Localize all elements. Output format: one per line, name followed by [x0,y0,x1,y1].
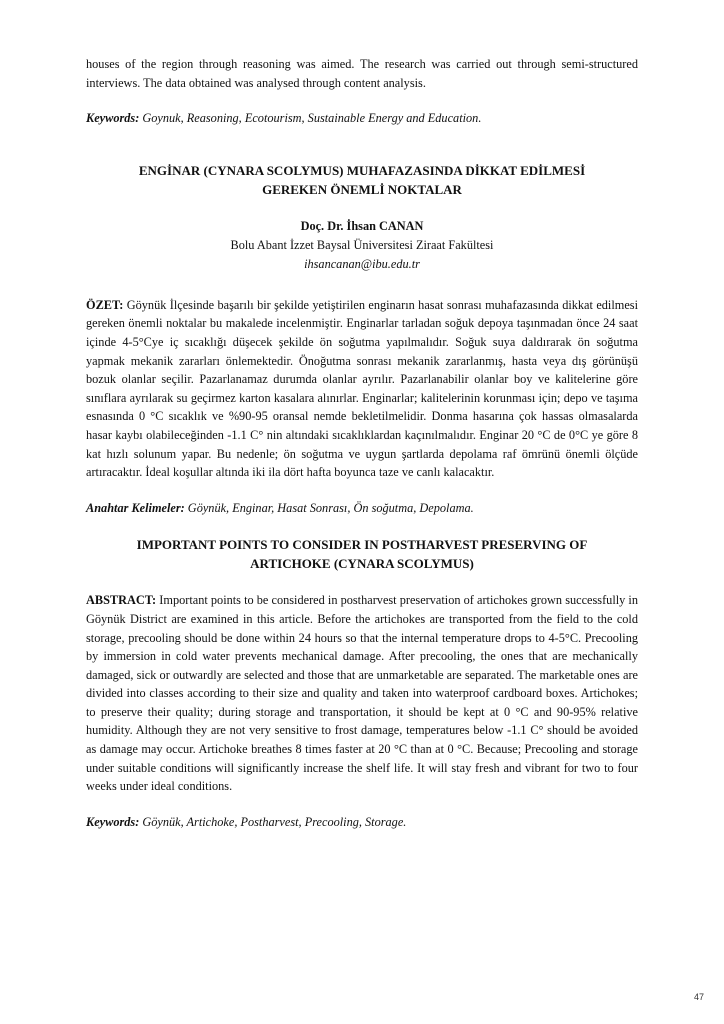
english-title-line-2: ARTICHOKE (CYNARA SCOLYMUS) [250,556,474,572]
intro-paragraph: houses of the region through reasoning was aimed. The research was carried out through semi-structured interviews. The data obtained was analysed through content analysis. [86,57,638,90]
turkish-title [86,161,638,199]
intro-keywords-text: Goynuk, Reasoning, Ecotourism, Sustainable Energy and Education. [139,111,482,126]
turkish-title-line-1: ENGİNAR (CYNARA SCOLYMUS) MUHAFAZASINDA DİKKAT EDİLMESİ [138,162,586,178]
paper-page [86,55,638,831]
turkish-title-line-2: GEREKEN ÖNEMLİ NOKTALAR [262,181,462,197]
turkish-keywords-label: Anahtar Kelimeler: [86,500,185,515]
author-affiliation: Bolu Abant İzzet Baysal Üniversitesi Ziraat Fakültesi [230,237,494,252]
turkish-abstract-label: ÖZET: [86,297,124,312]
turkish-abstract [86,296,638,482]
english-abstract-text: Important points to be considered in postharvest preservation of artichokes grown successfully in Göynük District are examined in this article. Before the artichokes are transported from the field to the cold storage, precooling should be done within 24 hours so that the internal temperature drops to 4-5°C. Precooling by immersion in cold water prevents mechanical damage. After precooling, the ones that are mechanically damaged, sick or outwardly are selected and those that are unmarketable are separated. The marketable ones are divided into classes according to their size and quality and taken into waterproof cardboard boxes. Artichokes; to preserve their quality; during storage and transportation, it should be kept at 0 °C and 90-95% relative humidity. Although they are not very sensitive to frost damage, temperatures below -1.1 C° should be avoided as damage may occur. Artichoke breathes 8 times faster at 20 °C than at 0 °C. Because; Precooling and storage under suitable conditions will significantly increase the shelf life. It will stay fresh and vibrant for two to four weeks under ideal conditions. [86,593,638,794]
english-title-line-1: IMPORTANT POINTS TO CONSIDER IN POSTHARVEST PRESERVING OF [136,537,588,553]
english-title [86,535,638,573]
english-keywords [86,813,638,832]
author-block [86,217,638,274]
english-keywords-text: Göynük, Artichoke, Postharvest, Precooling, Storage. [139,814,407,829]
turkish-keywords-text: Göynük, Enginar, Hasat Sonrası, Ön soğutma, Depolama. [184,500,474,515]
author-name: Doç. Dr. İhsan CANAN [300,218,424,233]
intro-keywords-label: Keywords: [86,111,140,126]
turkish-keywords [86,499,638,518]
page-number: 47 [693,992,704,1002]
author-email: ihsancanan@ibu.edu.tr [304,256,420,271]
english-abstract-label: ABSTRACT: [86,593,157,608]
intro-keywords [86,109,638,128]
english-abstract [86,591,638,796]
turkish-abstract-text: Göynük İlçesinde başarılı bir şekilde yetiştirilen enginarın hasat sonrası muhafazasında dikkat edilmesi gereken önemli noktalar bu makalede incelenmiştir. Enginarlar tarladan soğuk depoya taşınmadan önce 24 saat içinde 4-5°Cye iç sıcaklığı düşecek şekilde ön soğutma yapılmalıdır. Soğuk suya daldırarak ön soğutma yapmak mekanik zararları önlemektedir. Önoğutma sonrası mekanik zararlanmış, hasta veya dış görünüşü bozuk olanlar seçilir. Pazarlanamaz durumda olanlar ayrılır. Pazarlanabilir olanlar boy ve kalitelerine göre sınıflara ayrılarak su geçirmez karton kasalara alınırlar. Enginarlar; kalitelerinin korunması için; depo ve taşıma esnasında 0 °C sıcaklık ve %90-95 oransal nemde bekletilmelidir. Donma hasarına çok hassas olmasalarda hasar kaybı olabileceğinden -1.1 C° nin altındaki sıcaklıklardan kaçınılmalıdır. Enginar 20 °C de 0°C ye göre 8 kat hızlı solunum yapar. Bu nedenle; ön soğutma ve uygun şartlarda depolama raf ömrünü önemli ölçüde artıracaktır. İdeal koşullar altında iki ila dört hafta boyunca taze ve canlı kalacaktır. [86,297,638,480]
english-keywords-label: Keywords: [86,814,140,829]
